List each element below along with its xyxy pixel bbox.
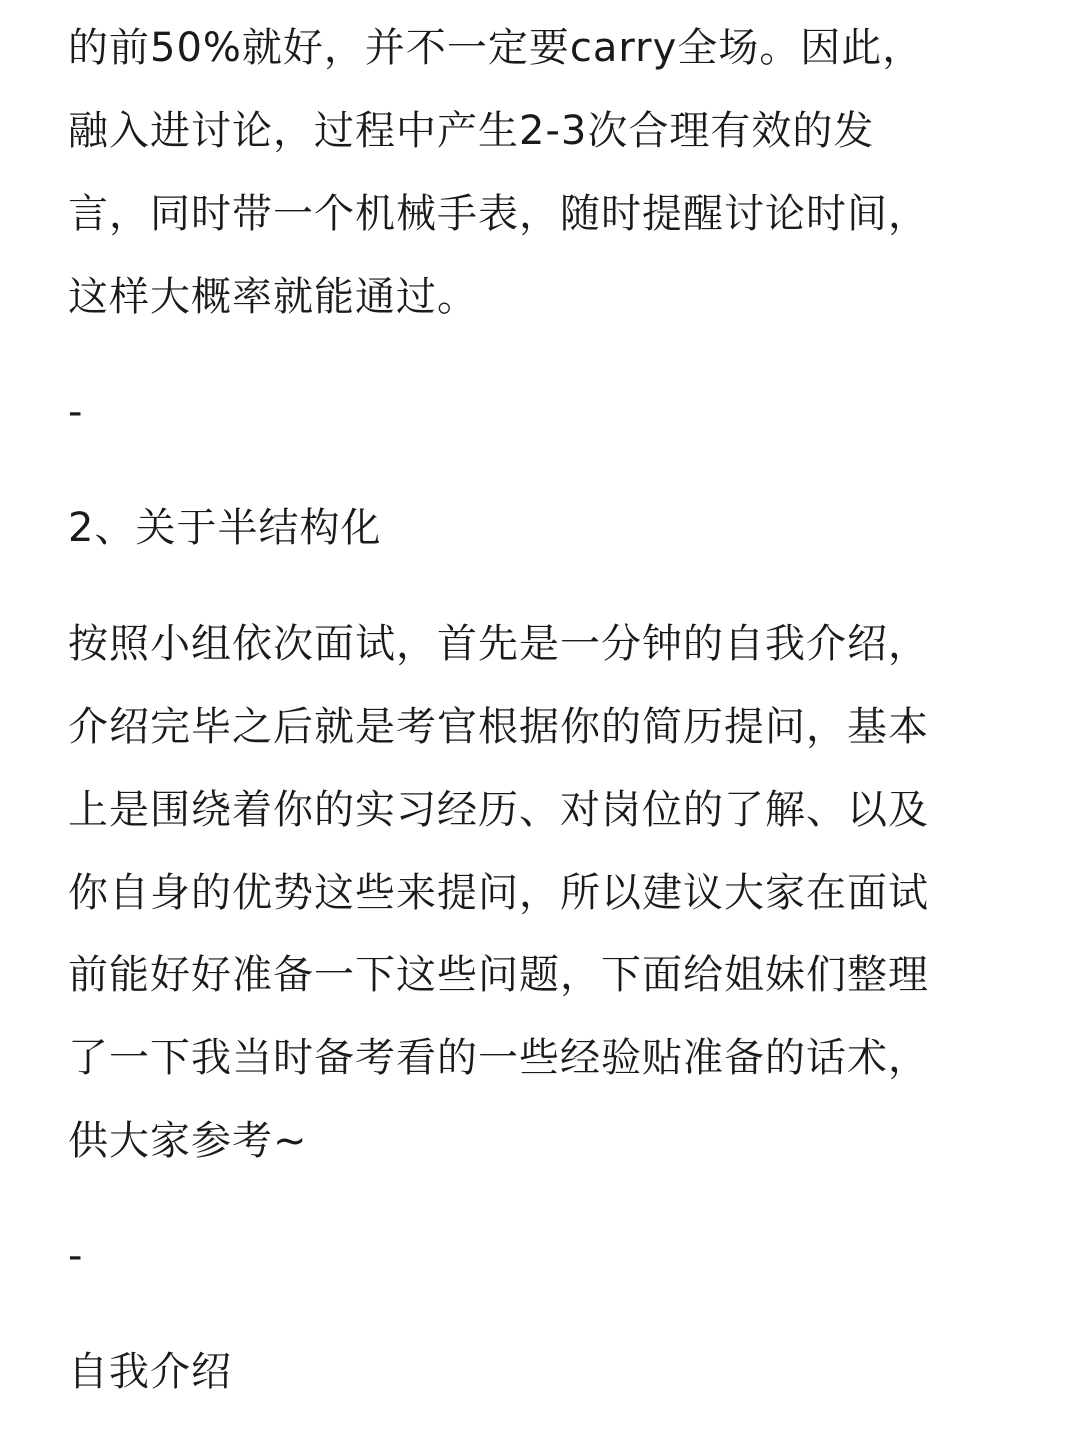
paragraph-2-line-5: 前能好好准备一下这些问题，下面给姐妹们整理 [68,952,929,998]
paragraph-1-line-2: 融入进讨论，过程中产生2-3次合理有效的发 [68,108,875,154]
section-heading: 自我介绍 [68,1349,232,1395]
paragraph-1-line-3: 言，同时带一个机械手表，随时提醒讨论时间， [68,191,929,237]
paragraph-2-line-6: 了一下我当时备考看的一些经验贴准备的话术， [68,1035,929,1081]
paragraph-1-line-1: 的前50%就好，并不一定要carry全场。因此， [68,25,924,71]
separator: - [68,389,83,435]
section-heading: 2、关于半结构化 [68,505,382,551]
paragraph-2-line-2: 介绍完毕之后就是考官根据你的简历提问，基本 [68,704,929,750]
separator: - [68,1233,83,1279]
paragraph-2-line-7: 供大家参考~ [68,1118,308,1164]
paragraph-2-line-4: 你自身的优势这些来提问，所以建议大家在面试 [68,870,929,916]
paragraph-2-line-3: 上是围绕着你的实习经历、对岗位的了解、以及 [68,787,929,833]
paragraph-2-line-1: 按照小组依次面试，首先是一分钟的自我介绍， [68,621,929,667]
paragraph-1-line-4: 这样大概率就能通过。 [68,274,478,320]
